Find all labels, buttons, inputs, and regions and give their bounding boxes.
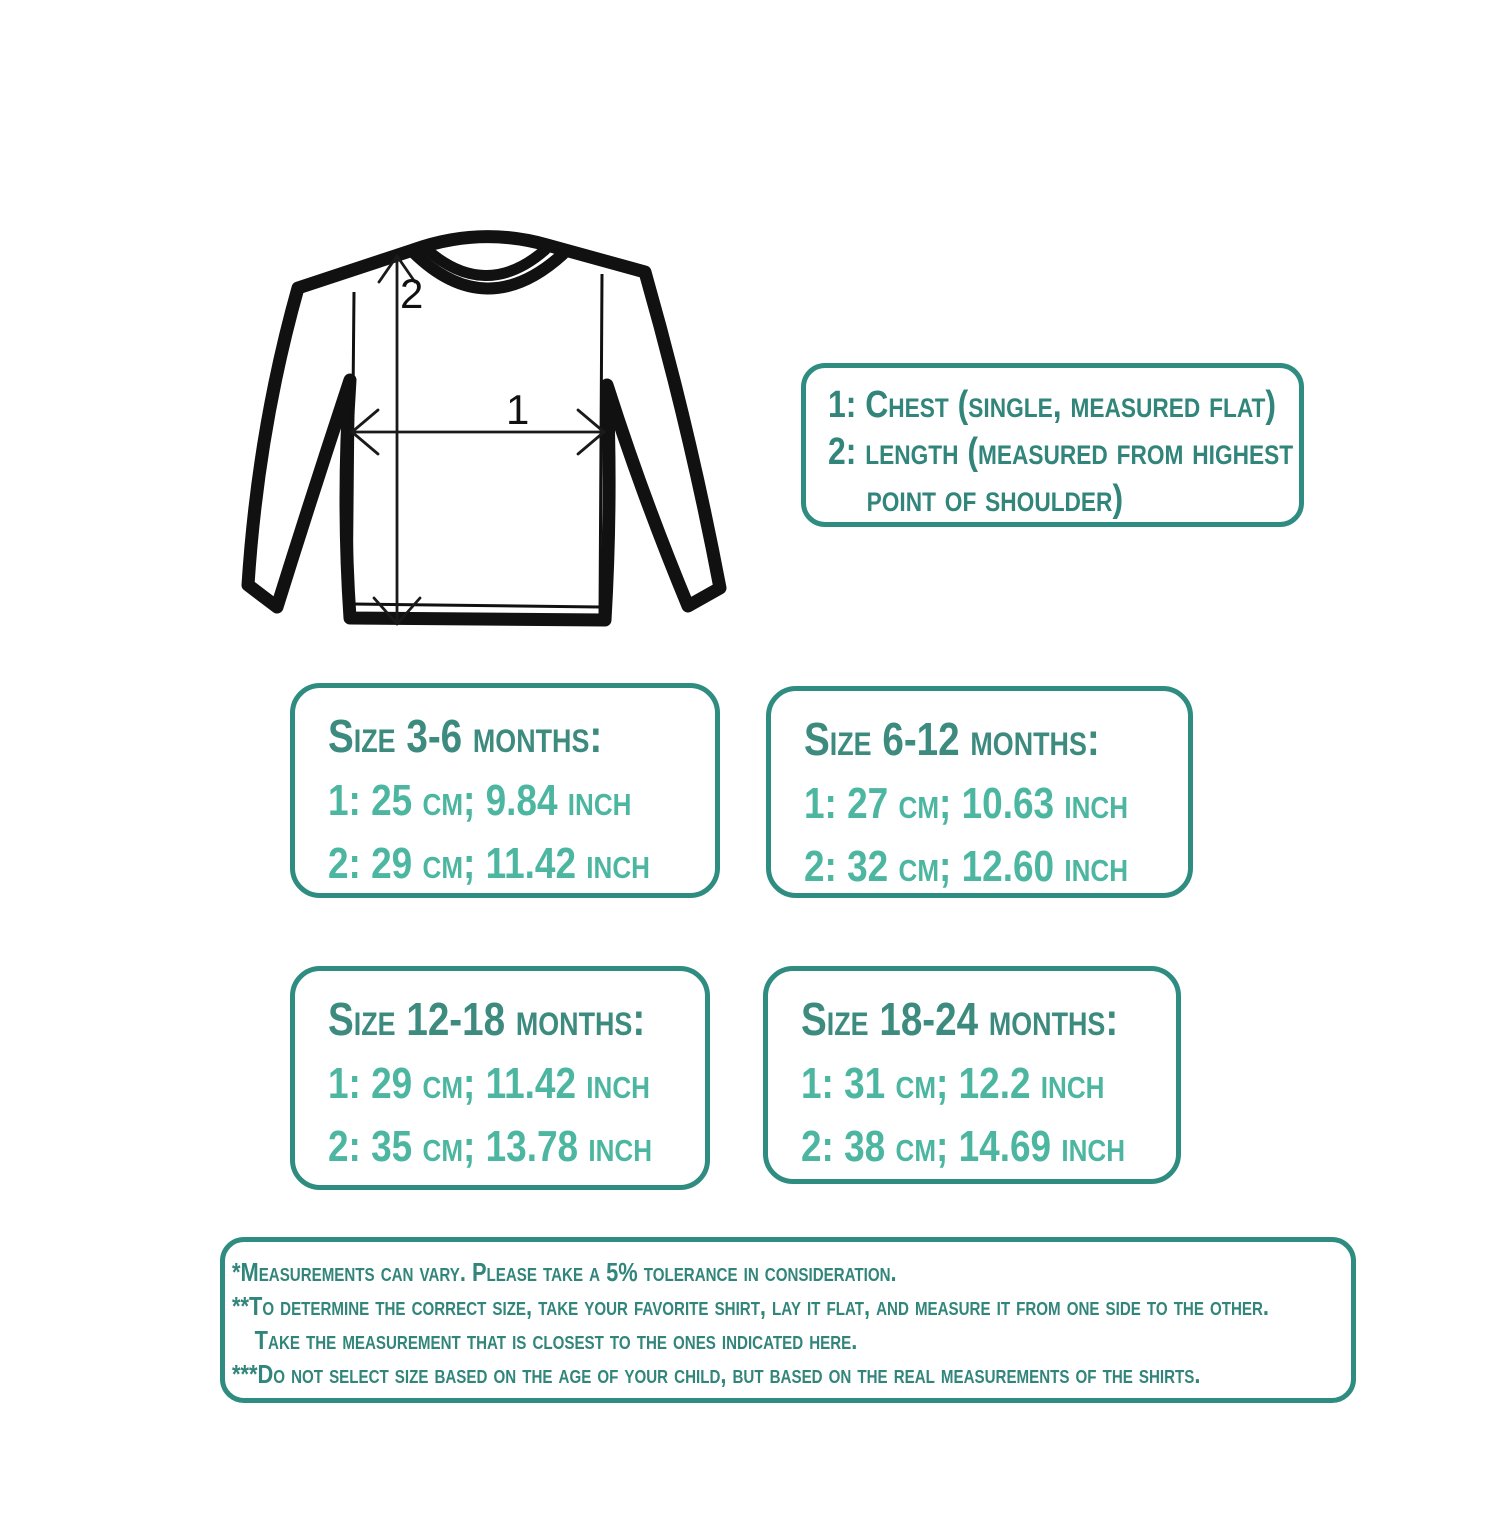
note-how-to-measure: **To determine the correct size, take your favorite shirt, lay it flat, and measure it from one side to the other.: [232, 1291, 1269, 1321]
measurement-label-2: 2: [400, 270, 424, 317]
length-measurement: 2: 35 cm; 13.78 inch: [328, 1122, 653, 1171]
size-card-3-6-months: [290, 683, 720, 898]
chest-measurement: 1: 25 cm; 9.84 inch: [328, 776, 632, 825]
size-card-title: Size 18-24 months:: [801, 993, 1119, 1045]
size-card-18-24-months: [763, 966, 1181, 1184]
legend-line-length-cont: point of shoulder): [866, 478, 1124, 520]
note-how-to-measure-cont: Take the measurement that is closest to the ones indicated here.: [254, 1325, 858, 1355]
chest-measurement: 1: 31 cm; 12.2 inch: [801, 1059, 1105, 1108]
right-seam-line: [600, 274, 602, 616]
legend-box: [801, 363, 1304, 527]
size-card-6-12-months: [766, 686, 1193, 898]
chest-measurement: 1: 29 cm; 11.42 inch: [328, 1059, 650, 1108]
legend-line-length: 2: length (measured from highest: [828, 431, 1294, 473]
size-card-title: Size 3-6 months:: [328, 710, 603, 762]
length-measurement: 2: 29 cm; 11.42 inch: [328, 839, 650, 888]
chest-measurement: 1: 27 cm; 10.63 inch: [804, 779, 1129, 828]
size-card-title: Size 12-18 months:: [328, 993, 646, 1045]
measurement-label-1: 1: [506, 386, 530, 433]
size-card-title: Size 6-12 months:: [804, 713, 1100, 765]
note-size-selection: ***Do not select size based on the age of your child, but based on the real measurements of the shirts.: [232, 1359, 1201, 1389]
length-measurement: 2: 38 cm; 14.69 inch: [801, 1122, 1126, 1171]
size-card-12-18-months: [290, 966, 710, 1190]
legend-line-chest: 1: Chest (single, measured flat): [828, 384, 1277, 426]
note-tolerance: *Measurements can vary. Please take a 5% tolerance in consideration.: [232, 1257, 897, 1287]
notes-box: [220, 1237, 1356, 1403]
length-measurement: 2: 32 cm; 12.60 inch: [804, 842, 1129, 891]
shirt-diagram: [230, 200, 730, 660]
